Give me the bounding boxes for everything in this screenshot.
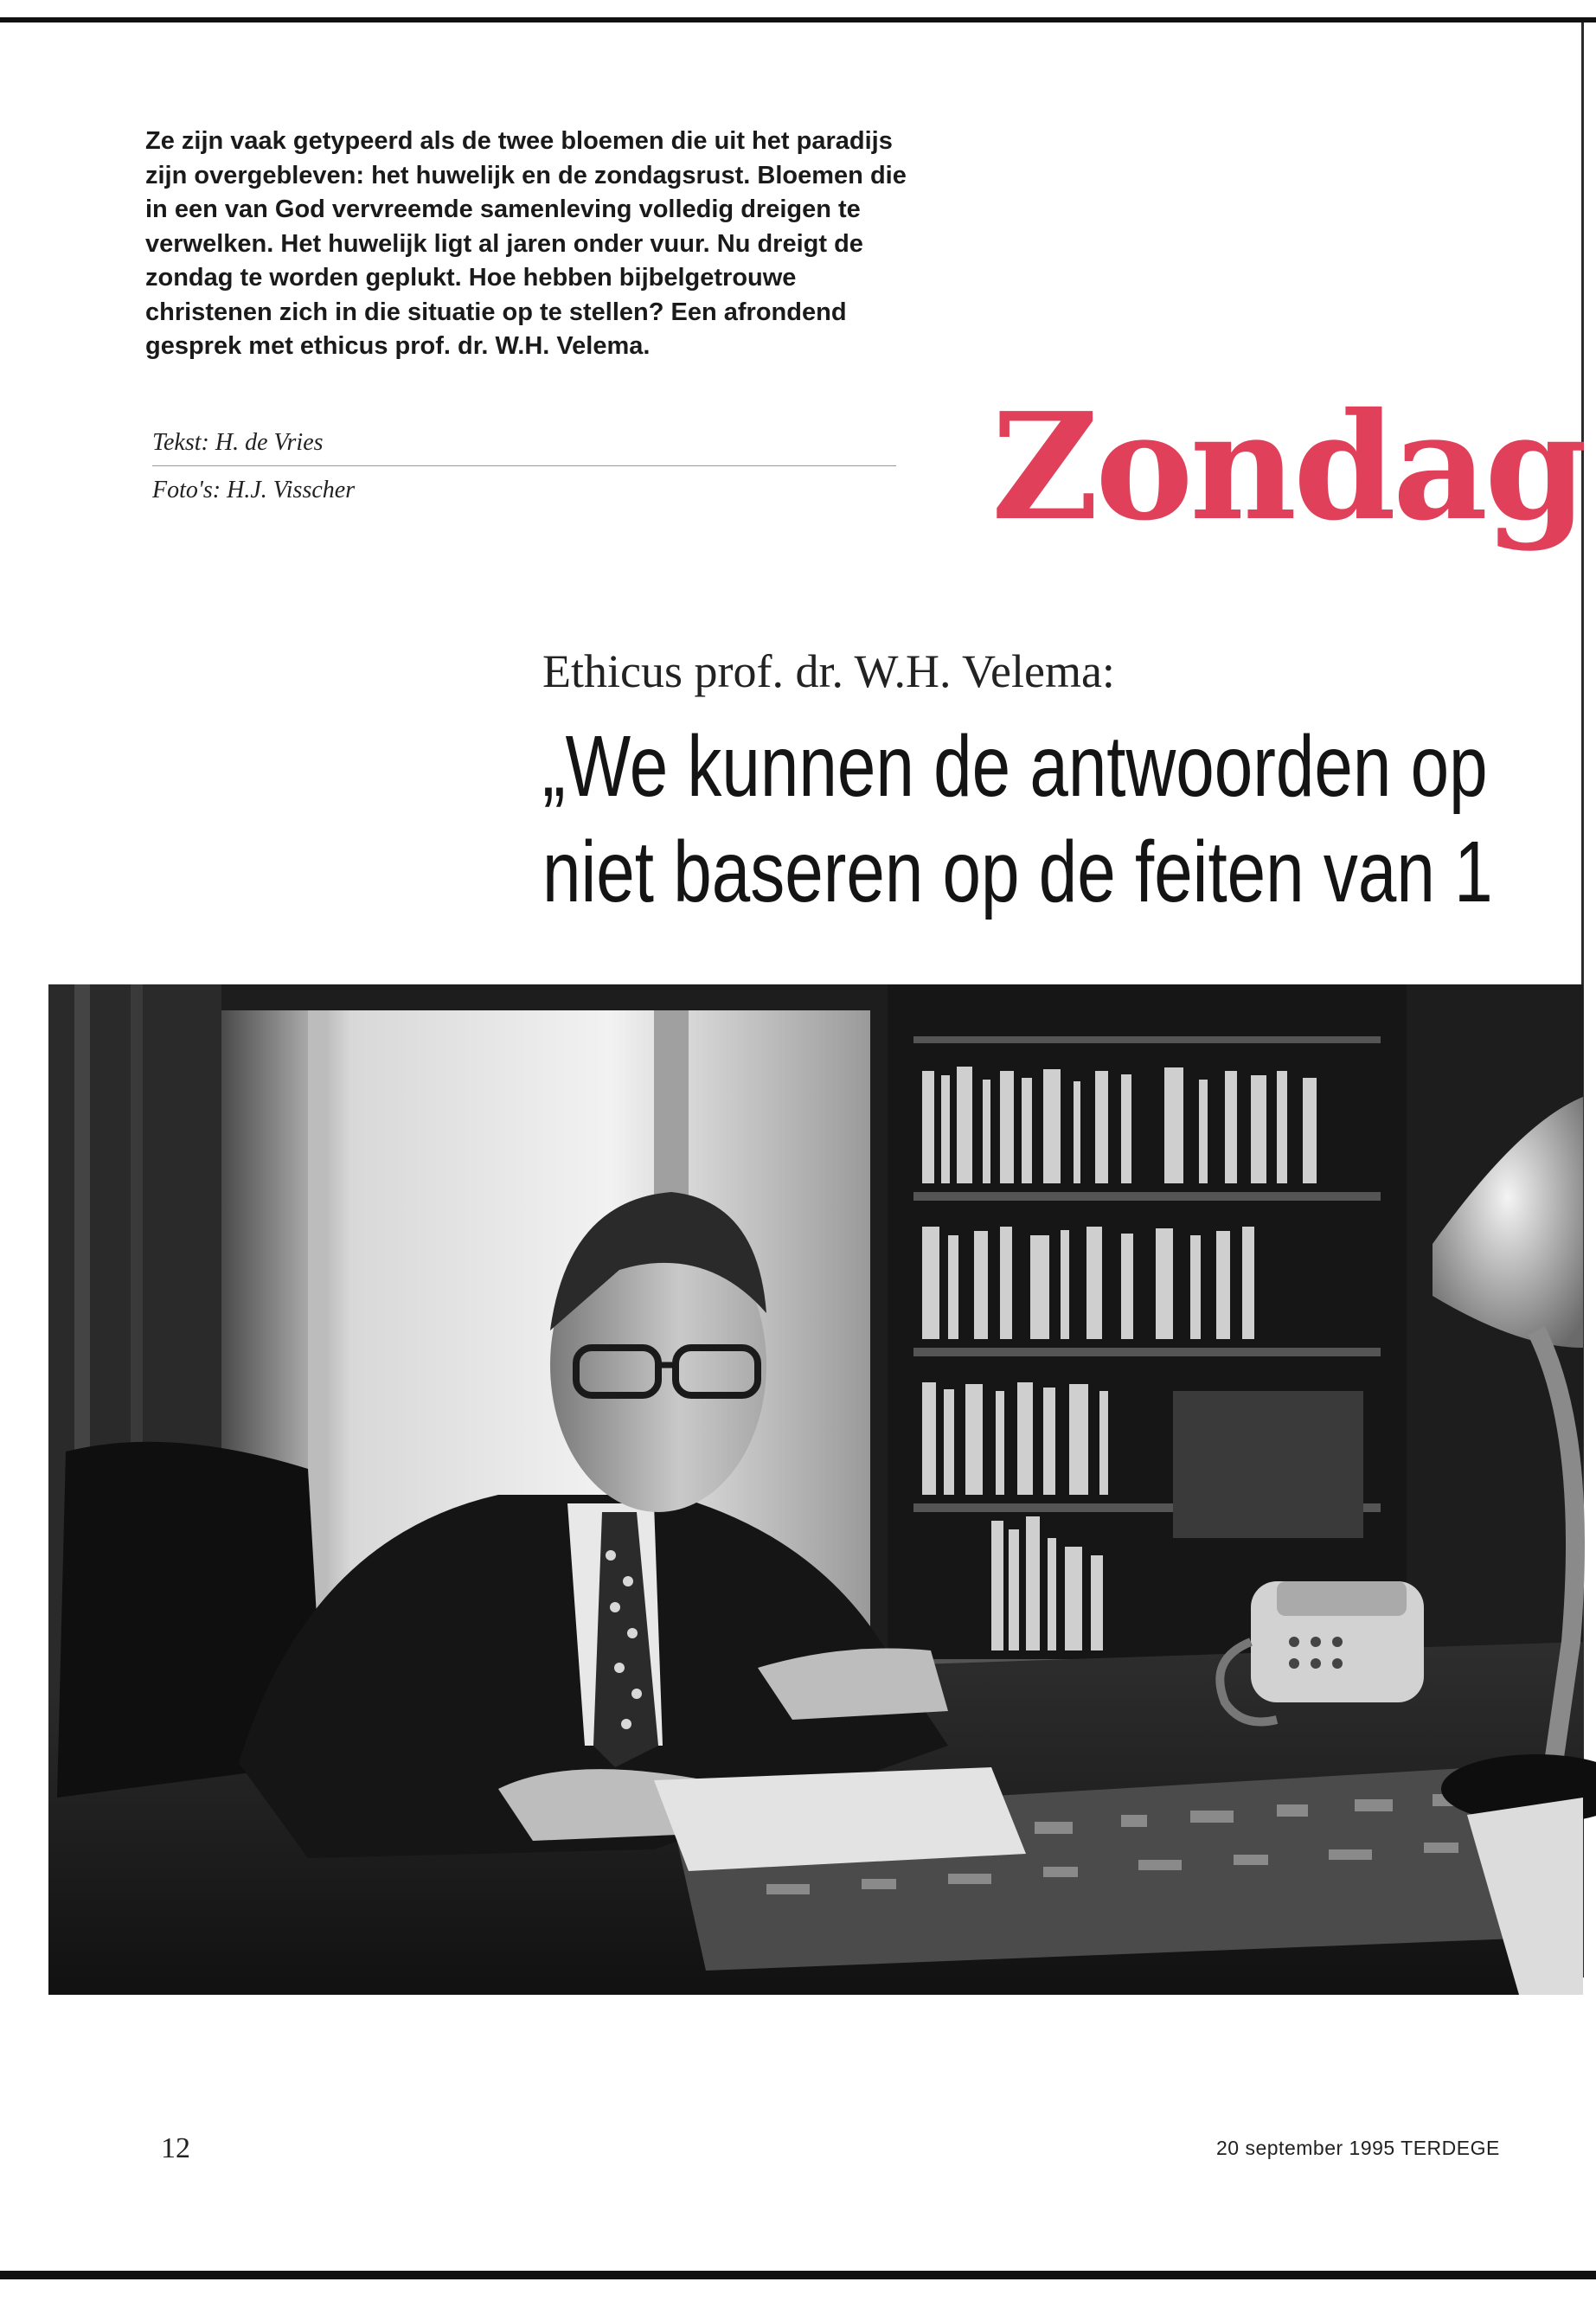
section-logo: Zondag	[991, 381, 1584, 554]
page-number: 12	[161, 2132, 190, 2164]
article-headline	[542, 714, 1493, 939]
bottom-rule	[0, 2271, 1596, 2279]
intro-paragraph: Ze zijn vaak getypeerd als de twee bloemen die uit het paradijs zijn overgebleven: het huwelijk en de zondagsrust. Bloemen die in een van God vervreemde samenleving volledig dreigen te verwelken. Het huwelijk ligt al jaren onder vuur. Nu dreigt de zondag te worden geplukt. Hoe hebben bijbelgetrouwe christenen zich in die situatie op te stellen? Een afrondend gesprek met ethicus prof. dr. W.H. Velema.	[145, 127, 907, 360]
credit-divider	[152, 465, 896, 466]
top-rule	[0, 17, 1596, 22]
portrait-photo	[48, 984, 1583, 1995]
issue-date: 20 september 1995 TERDEGE	[1216, 2137, 1500, 2159]
headline-line-2: niet baseren op de feiten van 1	[542, 824, 1493, 920]
photo-credit: Foto's: H.J. Visscher	[152, 477, 356, 503]
headline-line-1: „We kunnen de antwoorden op	[542, 718, 1488, 815]
article-kicker: Ethicus prof. dr. W.H. Velema:	[542, 645, 1115, 697]
text-credit: Tekst: H. de Vries	[152, 429, 324, 456]
